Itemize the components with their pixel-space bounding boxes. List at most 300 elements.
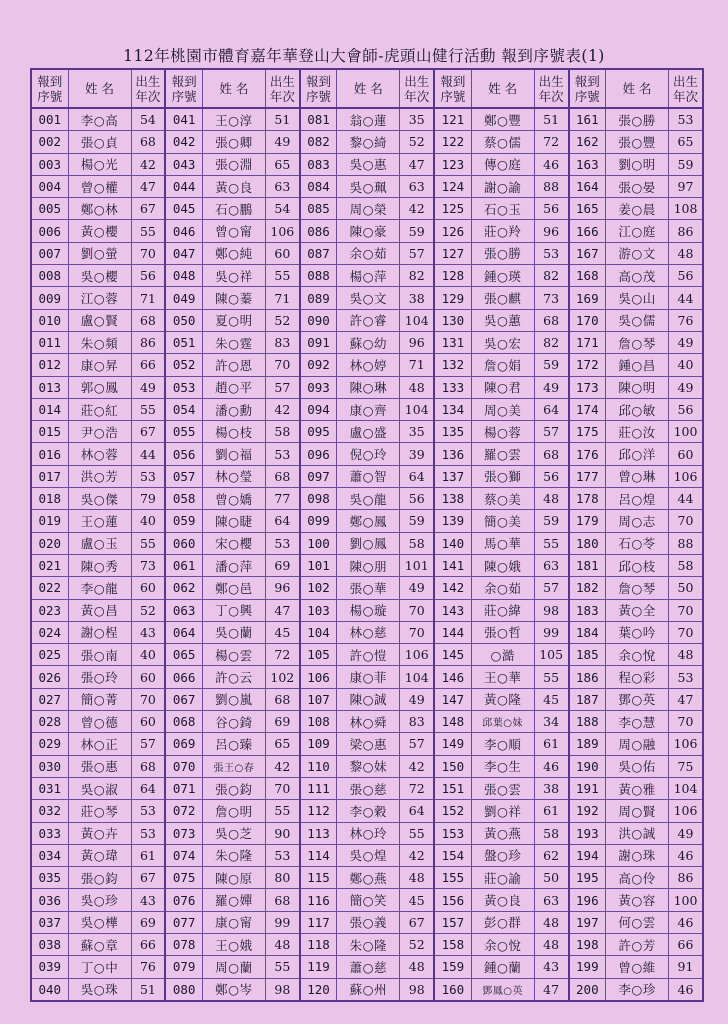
header-name <box>606 69 669 108</box>
seq-number-cell: 088 <box>300 265 337 287</box>
birth-year-cell: 53 <box>669 108 703 131</box>
seq-number-cell: 006 <box>31 220 68 242</box>
birth-year-cell: 60 <box>131 711 165 733</box>
birth-year-cell: 55 <box>265 800 299 822</box>
participant-name-cell: 吳○淑 <box>68 777 131 799</box>
birth-year-cell: 91 <box>669 956 703 978</box>
seq-number-cell: 007 <box>31 242 68 264</box>
birth-year-cell: 42 <box>400 755 434 777</box>
seq-number-cell: 010 <box>31 309 68 331</box>
participant-name-cell: 吳○珮 <box>337 175 400 197</box>
seq-number-cell: 101 <box>300 554 337 576</box>
seq-number-cell: 124 <box>434 175 471 197</box>
seq-number-cell: 115 <box>300 867 337 889</box>
birth-year-cell: 68 <box>131 755 165 777</box>
table-row <box>31 421 703 443</box>
birth-year-cell: 38 <box>534 777 568 799</box>
birth-year-cell: 75 <box>669 755 703 777</box>
participant-name-cell: 林○玲 <box>337 822 400 844</box>
participant-name-cell: 程○彩 <box>606 666 669 688</box>
participant-name-cell: 周○志 <box>606 510 669 532</box>
birth-year-cell: 34 <box>534 711 568 733</box>
seq-number-cell: 181 <box>569 554 606 576</box>
seq-number-cell: 066 <box>165 666 202 688</box>
participant-name-cell: 謝○珠 <box>606 844 669 866</box>
seq-number-cell: 183 <box>569 599 606 621</box>
birth-year-cell: 52 <box>400 933 434 955</box>
participant-name-cell: 簡○笑 <box>337 889 400 911</box>
header-seq-label: 報到序號 <box>574 73 600 104</box>
seq-number-cell: 179 <box>569 510 606 532</box>
seq-number-cell: 085 <box>300 198 337 220</box>
participant-name-cell: 簡○菁 <box>68 688 131 710</box>
seq-number-cell: 051 <box>165 331 202 353</box>
header-year-label: 出生年次 <box>672 73 698 104</box>
seq-number-cell: 065 <box>165 644 202 666</box>
participant-name-cell: 高○茂 <box>606 265 669 287</box>
table-row <box>31 443 703 465</box>
table-row <box>31 554 703 576</box>
birth-year-cell: 53 <box>265 532 299 554</box>
participant-name-cell: 陳○明 <box>606 376 669 398</box>
participant-name-cell: 張○哲 <box>471 621 534 643</box>
seq-number-cell: 136 <box>434 443 471 465</box>
participant-name-cell: 楊○蓉 <box>471 421 534 443</box>
participant-name-cell: 翁○蓮 <box>337 108 400 131</box>
seq-number-cell: 024 <box>31 621 68 643</box>
participant-name-cell: 楊○枝 <box>202 421 265 443</box>
birth-year-cell: 45 <box>534 688 568 710</box>
roster-body <box>31 108 703 1001</box>
participant-name-cell: 楊○雲 <box>202 644 265 666</box>
seq-number-cell: 148 <box>434 711 471 733</box>
seq-number-cell: 056 <box>165 443 202 465</box>
seq-number-cell: 061 <box>165 554 202 576</box>
birth-year-cell: 56 <box>534 465 568 487</box>
participant-name-cell: 陳○原 <box>202 867 265 889</box>
birth-year-cell: 53 <box>534 242 568 264</box>
seq-number-cell: 039 <box>31 956 68 978</box>
participant-name-cell: 楊○璇 <box>337 599 400 621</box>
birth-year-cell: 45 <box>265 621 299 643</box>
participant-name-cell: 朱○隆 <box>337 933 400 955</box>
participant-name-cell: 蔡○美 <box>471 488 534 510</box>
seq-number-cell: 132 <box>434 354 471 376</box>
birth-year-cell: 72 <box>400 777 434 799</box>
seq-number-cell: 144 <box>434 621 471 643</box>
seq-number-cell: 162 <box>569 131 606 153</box>
participant-name-cell: 黃○櫻 <box>68 220 131 242</box>
participant-name-cell: 許○芳 <box>606 933 669 955</box>
seq-number-cell: 021 <box>31 554 68 576</box>
birth-year-cell: 50 <box>534 867 568 889</box>
birth-year-cell: 67 <box>131 867 165 889</box>
table-row <box>31 309 703 331</box>
birth-year-cell: 70 <box>131 242 165 264</box>
birth-year-cell: 53 <box>265 844 299 866</box>
birth-year-cell: 49 <box>400 688 434 710</box>
birth-year-cell: 47 <box>131 175 165 197</box>
participant-name-cell: 蘇○章 <box>68 933 131 955</box>
participant-name-cell: 蘇○州 <box>337 978 400 1001</box>
seq-number-cell: 011 <box>31 331 68 353</box>
participant-name-cell: 吳○珠 <box>68 978 131 1001</box>
participant-name-cell: 張○獅 <box>471 465 534 487</box>
birth-year-cell: 67 <box>400 911 434 933</box>
seq-number-cell: 184 <box>569 621 606 643</box>
seq-number-cell: 013 <box>31 376 68 398</box>
birth-year-cell: 82 <box>534 265 568 287</box>
birth-year-cell: 60 <box>265 242 299 264</box>
birth-year-cell: 98 <box>265 978 299 1001</box>
participant-name-cell: 黃○全 <box>606 599 669 621</box>
header-seq-label: 報到序號 <box>440 73 466 104</box>
birth-year-cell: 54 <box>131 108 165 131</box>
participant-name-cell: 王○娥 <box>202 933 265 955</box>
participant-name-cell: 葉○吟 <box>606 621 669 643</box>
header-year <box>265 69 299 108</box>
seq-number-cell: 003 <box>31 153 68 175</box>
birth-year-cell: 67 <box>131 421 165 443</box>
table-row <box>31 933 703 955</box>
birth-year-cell: 48 <box>534 488 568 510</box>
header-year <box>534 69 568 108</box>
seq-number-cell: 139 <box>434 510 471 532</box>
birth-year-cell: 68 <box>265 688 299 710</box>
seq-number-cell: 156 <box>434 889 471 911</box>
seq-number-cell: 163 <box>569 153 606 175</box>
participant-name-cell: 陳○秀 <box>68 554 131 576</box>
birth-year-cell: 104 <box>400 398 434 420</box>
seq-number-cell: 143 <box>434 599 471 621</box>
participant-name-cell: 張○義 <box>337 911 400 933</box>
birth-year-cell: 57 <box>400 242 434 264</box>
participant-name-cell: 林○瑩 <box>202 465 265 487</box>
participant-name-cell: 林○蓉 <box>68 443 131 465</box>
seq-number-cell: 196 <box>569 889 606 911</box>
participant-name-cell: 陳○睫 <box>202 510 265 532</box>
seq-number-cell: 083 <box>300 153 337 175</box>
participant-name-cell: 朱○隆 <box>202 844 265 866</box>
birth-year-cell: 43 <box>534 956 568 978</box>
seq-number-cell: 084 <box>300 175 337 197</box>
seq-number-cell: 106 <box>300 666 337 688</box>
participant-name-cell: 陳○娥 <box>471 554 534 576</box>
table-row <box>31 510 703 532</box>
seq-number-cell: 029 <box>31 733 68 755</box>
seq-number-cell: 111 <box>300 777 337 799</box>
participant-name-cell: 謝○諭 <box>471 175 534 197</box>
seq-number-cell: 171 <box>569 331 606 353</box>
seq-number-cell: 118 <box>300 933 337 955</box>
seq-number-cell: 073 <box>165 822 202 844</box>
birth-year-cell: 57 <box>534 421 568 443</box>
participant-name-cell: 宋○櫻 <box>202 532 265 554</box>
header-year-label: 出生年次 <box>135 73 161 104</box>
birth-year-cell: 59 <box>534 354 568 376</box>
participant-name-cell: 何○雲 <box>606 911 669 933</box>
birth-year-cell: 68 <box>265 889 299 911</box>
birth-year-cell: 46 <box>669 844 703 866</box>
birth-year-cell: 49 <box>669 376 703 398</box>
check-in-roster-table <box>30 68 704 1002</box>
seq-number-cell: 175 <box>569 421 606 443</box>
birth-year-cell: 79 <box>131 488 165 510</box>
birth-year-cell: 54 <box>265 198 299 220</box>
table-row <box>31 733 703 755</box>
participant-name-cell: 邱○枝 <box>606 554 669 576</box>
birth-year-cell: 73 <box>131 554 165 576</box>
seq-number-cell: 092 <box>300 354 337 376</box>
participant-name-cell: 周○美 <box>471 398 534 420</box>
participant-name-cell: 詹○明 <box>202 800 265 822</box>
birth-year-cell: 53 <box>669 666 703 688</box>
participant-name-cell: 黃○卉 <box>68 822 131 844</box>
seq-number-cell: 054 <box>165 398 202 420</box>
birth-year-cell: 46 <box>534 755 568 777</box>
participant-name-cell: 黃○燕 <box>471 822 534 844</box>
seq-number-cell: 190 <box>569 755 606 777</box>
participant-name-cell: 邱○敏 <box>606 398 669 420</box>
birth-year-cell: 55 <box>265 265 299 287</box>
participant-name-cell: 丁○興 <box>202 599 265 621</box>
seq-number-cell: 173 <box>569 376 606 398</box>
birth-year-cell: 60 <box>131 666 165 688</box>
participant-name-cell: 張○晏 <box>606 175 669 197</box>
birth-year-cell: 64 <box>400 465 434 487</box>
header-name-label: 姓 名 <box>219 81 249 96</box>
birth-year-cell: 99 <box>534 621 568 643</box>
participant-name-cell: 盧○賢 <box>68 309 131 331</box>
participant-name-cell: 鄭○豐 <box>471 108 534 131</box>
seq-number-cell: 053 <box>165 376 202 398</box>
participant-name-cell: 曾○維 <box>606 956 669 978</box>
participant-name-cell: 康○甯 <box>202 911 265 933</box>
birth-year-cell: 96 <box>400 331 434 353</box>
seq-number-cell: 131 <box>434 331 471 353</box>
participant-name-cell: 李○生 <box>471 755 534 777</box>
seq-number-cell: 126 <box>434 220 471 242</box>
table-row <box>31 755 703 777</box>
participant-name-cell: 黎○妹 <box>337 755 400 777</box>
seq-number-cell: 153 <box>434 822 471 844</box>
seq-number-cell: 004 <box>31 175 68 197</box>
birth-year-cell: 55 <box>400 822 434 844</box>
birth-year-cell: 64 <box>131 777 165 799</box>
seq-number-cell: 044 <box>165 175 202 197</box>
birth-year-cell: 64 <box>400 800 434 822</box>
seq-number-cell: 149 <box>434 733 471 755</box>
header-seq-label: 報到序號 <box>306 73 332 104</box>
birth-year-cell: 48 <box>534 911 568 933</box>
participant-name-cell: 游○文 <box>606 242 669 264</box>
seq-number-cell: 091 <box>300 331 337 353</box>
birth-year-cell: 49 <box>669 331 703 353</box>
table-row <box>31 131 703 153</box>
birth-year-cell: 55 <box>534 666 568 688</box>
seq-number-cell: 075 <box>165 867 202 889</box>
participant-name-cell: 張○豐 <box>606 131 669 153</box>
birth-year-cell: 83 <box>400 711 434 733</box>
seq-number-cell: 121 <box>434 108 471 131</box>
seq-number-cell: 116 <box>300 889 337 911</box>
birth-year-cell: 106 <box>669 465 703 487</box>
participant-name-cell: 陳○誠 <box>337 688 400 710</box>
birth-year-cell: 70 <box>265 354 299 376</box>
birth-year-cell: 62 <box>534 844 568 866</box>
birth-year-cell: 104 <box>400 309 434 331</box>
participant-name-cell: 劉○鳳 <box>337 532 400 554</box>
participant-name-cell: 黃○容 <box>606 889 669 911</box>
birth-year-cell: 59 <box>400 220 434 242</box>
participant-name-cell: 石○玉 <box>471 198 534 220</box>
table-row <box>31 153 703 175</box>
participant-name-cell: 余○悅 <box>606 644 669 666</box>
participant-name-cell: 陳○君 <box>471 376 534 398</box>
birth-year-cell: 96 <box>265 577 299 599</box>
seq-number-cell: 141 <box>434 554 471 576</box>
birth-year-cell: 102 <box>265 666 299 688</box>
participant-name-cell: 劉○螢 <box>68 242 131 264</box>
participant-name-cell: 余○茹 <box>337 242 400 264</box>
birth-year-cell: 50 <box>669 577 703 599</box>
participant-name-cell: 鍾○瑛 <box>471 265 534 287</box>
birth-year-cell: 57 <box>400 733 434 755</box>
seq-number-cell: 117 <box>300 911 337 933</box>
participant-name-cell: 張○華 <box>337 577 400 599</box>
participant-name-cell: 呂○臻 <box>202 733 265 755</box>
birth-year-cell: 68 <box>131 309 165 331</box>
participant-name-cell: 盧○盛 <box>337 421 400 443</box>
participant-name-cell: 張○慈 <box>337 777 400 799</box>
seq-number-cell: 138 <box>434 488 471 510</box>
participant-name-cell: 王○蓮 <box>68 510 131 532</box>
birth-year-cell: 59 <box>534 510 568 532</box>
participant-name-cell: 謝○桯 <box>68 621 131 643</box>
seq-number-cell: 069 <box>165 733 202 755</box>
participant-name-cell: 鍾○蘭 <box>471 956 534 978</box>
seq-number-cell: 145 <box>434 644 471 666</box>
birth-year-cell: 71 <box>131 287 165 309</box>
birth-year-cell: 63 <box>400 175 434 197</box>
seq-number-cell: 170 <box>569 309 606 331</box>
birth-year-cell: 106 <box>400 644 434 666</box>
seq-number-cell: 047 <box>165 242 202 264</box>
header-seq-label: 報到序號 <box>171 73 197 104</box>
participant-name-cell: 劉○嵐 <box>202 688 265 710</box>
participant-name-cell: 李○珍 <box>606 978 669 1001</box>
participant-name-cell: 張○南 <box>68 644 131 666</box>
birth-year-cell: 99 <box>265 911 299 933</box>
seq-number-cell: 095 <box>300 421 337 443</box>
birth-year-cell: 73 <box>534 287 568 309</box>
participant-name-cell: 黃○瑋 <box>68 844 131 866</box>
table-row <box>31 265 703 287</box>
participant-name-cell: 康○昇 <box>68 354 131 376</box>
birth-year-cell: 38 <box>400 287 434 309</box>
participant-name-cell: 吳○佑 <box>606 755 669 777</box>
participant-name-cell: 周○榮 <box>337 198 400 220</box>
table-row <box>31 621 703 643</box>
birth-year-cell: 70 <box>669 510 703 532</box>
table-header-row <box>31 69 703 108</box>
seq-number-cell: 103 <box>300 599 337 621</box>
birth-year-cell: 88 <box>669 532 703 554</box>
header-year <box>131 69 165 108</box>
participant-name-cell: 鄭○岑 <box>202 978 265 1001</box>
seq-number-cell: 026 <box>31 666 68 688</box>
seq-number-cell: 057 <box>165 465 202 487</box>
participant-name-cell: 蔡○儒 <box>471 131 534 153</box>
birth-year-cell: 63 <box>534 889 568 911</box>
birth-year-cell: 56 <box>669 265 703 287</box>
birth-year-cell: 65 <box>265 153 299 175</box>
birth-year-cell: 46 <box>534 153 568 175</box>
participant-name-cell: 蘇○幼 <box>337 331 400 353</box>
seq-number-cell: 188 <box>569 711 606 733</box>
birth-year-cell: 60 <box>131 577 165 599</box>
table-row <box>31 220 703 242</box>
seq-number-cell: 036 <box>31 889 68 911</box>
participant-name-cell: 李○穀 <box>337 800 400 822</box>
participant-name-cell: 張○玲 <box>68 666 131 688</box>
birth-year-cell: 42 <box>265 398 299 420</box>
seq-number-cell: 043 <box>165 153 202 175</box>
seq-number-cell: 108 <box>300 711 337 733</box>
participant-name-cell: 羅○嬋 <box>202 889 265 911</box>
participant-name-cell: 康○菲 <box>337 666 400 688</box>
birth-year-cell: 52 <box>265 309 299 331</box>
birth-year-cell: 69 <box>265 711 299 733</box>
seq-number-cell: 102 <box>300 577 337 599</box>
participant-name-cell: 鄭○邑 <box>202 577 265 599</box>
birth-year-cell: 104 <box>400 666 434 688</box>
participant-name-cell: 吳○儒 <box>606 309 669 331</box>
participant-name-cell: 潘○萍 <box>202 554 265 576</box>
seq-number-cell: 035 <box>31 867 68 889</box>
participant-name-cell: 詹○娟 <box>471 354 534 376</box>
birth-year-cell: 51 <box>265 108 299 131</box>
participant-name-cell: 張○勝 <box>471 242 534 264</box>
header-seq <box>31 69 68 108</box>
seq-number-cell: 122 <box>434 131 471 153</box>
participant-name-cell: 許○云 <box>202 666 265 688</box>
participant-name-cell: 劉○福 <box>202 443 265 465</box>
table-row <box>31 175 703 197</box>
birth-year-cell: 59 <box>669 153 703 175</box>
seq-number-cell: 048 <box>165 265 202 287</box>
seq-number-cell: 002 <box>31 131 68 153</box>
seq-number-cell: 120 <box>300 978 337 1001</box>
participant-name-cell: 張○麒 <box>471 287 534 309</box>
seq-number-cell: 027 <box>31 688 68 710</box>
participant-name-cell: 姜○晨 <box>606 198 669 220</box>
birth-year-cell: 68 <box>534 309 568 331</box>
seq-number-cell: 187 <box>569 688 606 710</box>
birth-year-cell: 55 <box>131 398 165 420</box>
birth-year-cell: 40 <box>669 354 703 376</box>
seq-number-cell: 169 <box>569 287 606 309</box>
participant-name-cell: 馬○華 <box>471 532 534 554</box>
birth-year-cell: 53 <box>131 800 165 822</box>
seq-number-cell: 107 <box>300 688 337 710</box>
seq-number-cell: 041 <box>165 108 202 131</box>
seq-number-cell: 032 <box>31 800 68 822</box>
participant-name-cell: 鄭○鳳 <box>337 510 400 532</box>
participant-name-cell: 張○雲 <box>471 777 534 799</box>
seq-number-cell: 080 <box>165 978 202 1001</box>
seq-number-cell: 186 <box>569 666 606 688</box>
